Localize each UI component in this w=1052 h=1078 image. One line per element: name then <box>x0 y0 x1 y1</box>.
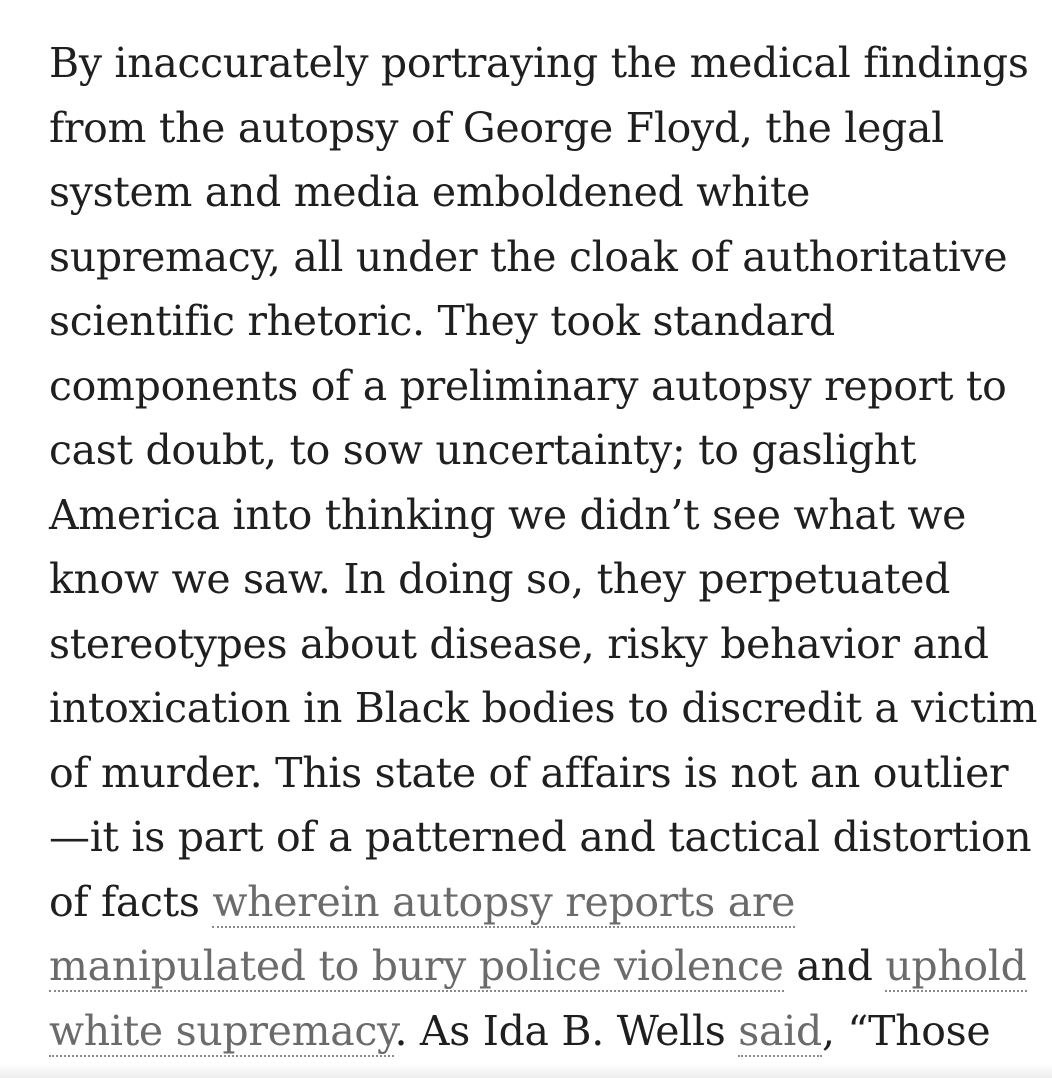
text-line-with-links <box>49 999 1029 1064</box>
text-line: intoxication in Black bodies to discredit a victim <box>49 684 1038 732</box>
autopsy-reports-link[interactable]: wherein autopsy reports are <box>212 877 796 926</box>
text-line: cast doubt, to sow uncertainty; to gaslight <box>49 426 917 474</box>
text-line-with-link <box>49 870 1029 935</box>
text-line: America into thinking we didn’t see what we <box>49 490 967 539</box>
text-line: know we saw. In doing so, they perpetuated <box>49 555 951 603</box>
text-line-with-links <box>49 934 1029 999</box>
autopsy-reports-link-continued[interactable]: manipulated to bury police violence <box>49 942 784 990</box>
text-line: scientific rhetoric. They took standard <box>49 297 835 345</box>
uphold-white-supremacy-link[interactable]: uphold <box>885 942 1027 990</box>
text-segment: . As Ida B. Wells <box>394 1006 739 1055</box>
text-segment: and <box>783 942 886 990</box>
text-line: components of a preliminary autopsy report to <box>49 361 1007 410</box>
article-body <box>49 31 1038 1063</box>
bottom-fade <box>0 1064 1052 1078</box>
text-line: from the autopsy of George Floyd, the legal <box>49 103 944 152</box>
text-line: of murder. This state of affairs is not an outlier <box>49 748 1009 797</box>
text-segment: , “Those <box>821 1006 991 1055</box>
ida-b-wells-said-link[interactable]: said <box>738 1006 822 1055</box>
text-segment: of facts <box>49 877 213 926</box>
text-line: stereotypes about disease, risky behavior and <box>49 619 989 668</box>
uphold-white-supremacy-link-continued[interactable]: white supremacy <box>49 1006 395 1055</box>
text-line: supremacy, all under the cloak of authoritative <box>49 232 1008 281</box>
text-line: —it is part of a patterned and tactical distortion <box>49 813 1032 861</box>
text-line: system and media emboldened white <box>49 168 811 216</box>
text-line: By inaccurately portraying the medical findings <box>49 39 1029 87</box>
